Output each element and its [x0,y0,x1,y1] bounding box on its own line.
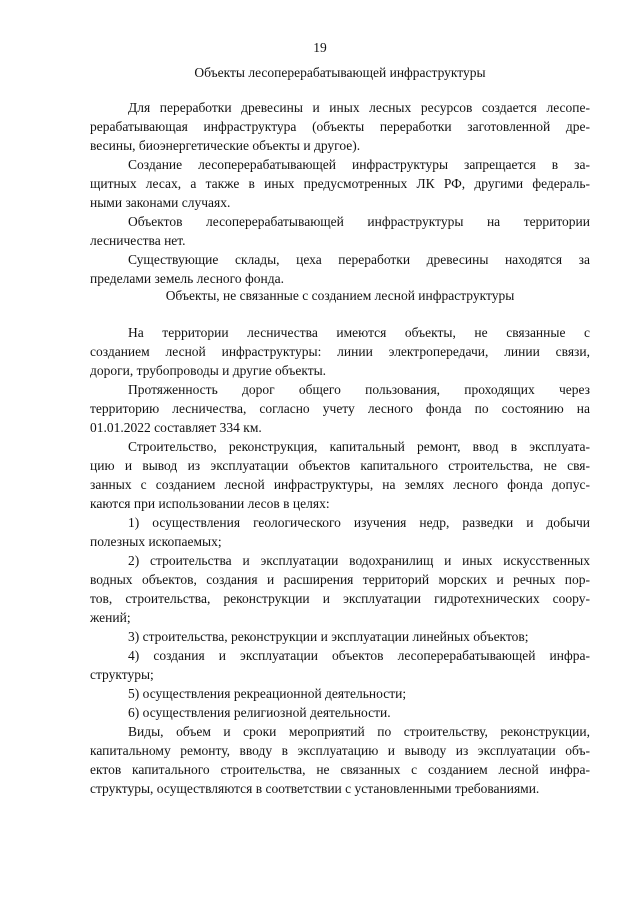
text-line: весины, биоэнергетические объекты и другое). [90,138,361,153]
paragraph [90,646,590,684]
paragraph [90,380,590,437]
text-line: Объектов лесоперерабатывающей инфраструктуры на территории [128,214,590,229]
section-heading-non-forest-objects: Объекты, не связанные с созданием лесной инфраструктуры [165,288,515,303]
paragraph [90,212,590,250]
paragraph [90,627,590,646]
paragraph [90,323,590,380]
text-line: 6) осуществления религиозной деятельности. [128,705,391,720]
paragraph [90,250,590,288]
text-line: На территории лесничества имеются объекты, не связанные с [128,325,590,340]
paragraph [90,513,590,551]
text-line: 3) строительства, реконструкции и эксплуатации линейных объектов; [128,629,529,644]
text-line: цию и вывод из эксплуатации объектов капитального строительства, не свя- [90,458,590,473]
text-line: Строительство, реконструкция, капитальный ремонт, ввод в эксплуата- [128,439,590,454]
text-line: Протяженность дорог общего пользования, проходящих через [128,382,590,397]
text-line: щитных лесах, а также в иных предусмотренных ЛК РФ, другими федераль- [90,176,590,191]
text-line: лесничества нет. [90,233,186,248]
paragraph [90,722,590,798]
section-body-non-forest-objects [90,323,590,798]
text-line: Для переработки древесины и иных лесных ресурсов создается лесопе- [128,100,590,115]
text-line: 4) создания и эксплуатации объектов лесоперерабатывающей инфра- [128,648,590,663]
text-line: созданием лесной инфраструктуры: линии электропередачи, линии связи, [90,344,590,359]
text-line: каются при использовании лесов в целях: [90,496,330,511]
text-line: Создание лесоперерабатывающей инфраструктуры запрещается в за- [128,157,590,172]
text-line: дороги, трубопроводы и другие объекты. [90,363,327,378]
text-line: Существующие склады, цеха переработки древесины находятся за [128,252,590,267]
text-line: 01.01.2022 составляет 334 км. [90,420,262,435]
text-line: 1) осуществления геологического изучения недр, разведки и добычи [128,515,590,530]
text-line: Виды, объем и сроки мероприятий по строительству, реконструкции, [128,724,590,739]
text-line: занных с созданием лесной инфраструктуры, на землях лесного фонда допус- [90,477,590,492]
section-heading-processing-infrastructure: Объекты лесоперерабатывающей инфраструктуры [194,65,486,80]
text-line: капитальному ремонту, вводу в эксплуатацию и выводу из эксплуатации объ- [90,743,590,758]
text-line: тов, строительства, реконструкции и эксплуатации гидротехнических соору- [90,591,590,606]
paragraph [90,684,590,703]
paragraph [90,703,590,722]
text-line: полезных ископаемых; [90,534,222,549]
text-line: структуры; [90,667,154,682]
section-body-processing-infrastructure [90,98,590,288]
text-line: пределами земель лесного фонда. [90,271,284,286]
paragraph [90,155,590,212]
text-line: водных объектов, создания и расширения территорий морских и речных пор- [90,572,590,587]
page-number: 19 [313,40,327,55]
paragraph [90,437,590,513]
text-line: 2) строительства и эксплуатации водохранилищ и иных искусственных [128,553,590,568]
text-line: структуры, осуществляются в соответствии с установленными требованиями. [90,781,540,796]
paragraph [90,551,590,627]
text-line: территорию лесничества, согласно учету лесного фонда по состоянию на [90,401,590,416]
text-line: ектов капитального строительства, не связанных с созданием лесной инфра- [90,762,590,777]
text-line: ными законами случаях. [90,195,231,210]
paragraph [90,98,590,155]
text-line: 5) осуществления рекреационной деятельности; [128,686,407,701]
text-line: рерабатывающая инфраструктура (объекты переработки заготовленной дре- [90,119,590,134]
text-line: жений; [90,610,131,625]
